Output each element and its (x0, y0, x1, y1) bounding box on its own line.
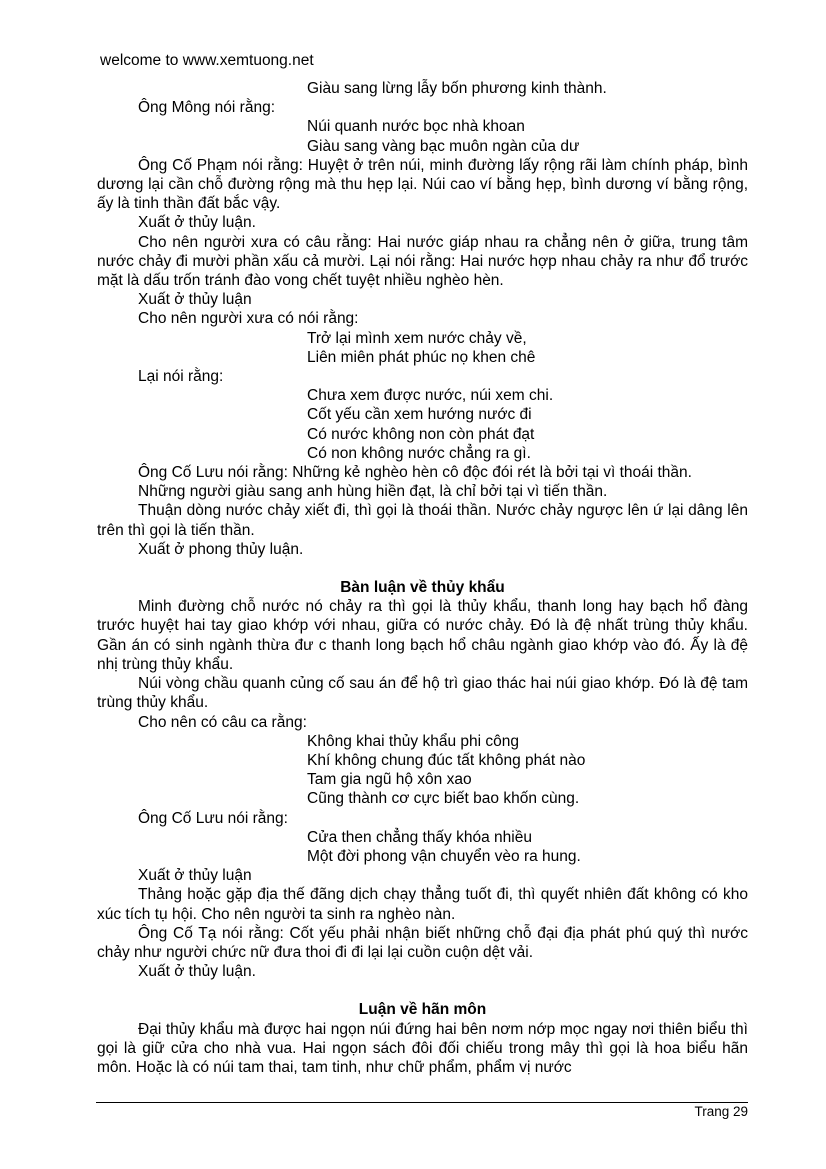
verse-line: Trở lại mình xem nước chảy về, (307, 329, 527, 347)
footer-divider (96, 1102, 748, 1103)
paragraph: Ông Cố Phạm nói rằng: Huyệt ở trên núi, minh đường lấy rộng rãi làm chính pháp, bình dương lại cần chỗ đường rộng mà thu hẹp lại. Núi cao ví bằng hẹp, bình dương ví bằng rộng, ấy là tinh thần đất bắc vậy. (97, 156, 748, 213)
verse-line: Cốt yếu cần xem hướng nước đi (307, 406, 532, 424)
verse-line: Có nước không non còn phát đạt (307, 425, 535, 443)
verse-line: Một đời phong vận chuyển vèo ra hung. (307, 847, 581, 865)
verse-line: Núi quanh nước bọc nhà khoan (307, 118, 525, 136)
paragraph-line: Xuất ở thủy luận (138, 867, 252, 885)
verse-line: Chưa xem được nước, núi xem chi. (307, 387, 554, 405)
paragraph-line: Những người giàu sang anh hùng hiền đạt, là chỉ bởi tại vì tiến thần. (138, 483, 608, 501)
paragraph-line: Ông Cố Lưu nói rằng: (138, 809, 288, 827)
verse-line: Khí không chung đúc tất không phát nào (307, 751, 586, 769)
paragraph-line: Ông Mông nói rằng: (138, 99, 276, 117)
paragraph: Thảng hoặc gặp địa thế đãng dịch chạy thẳng tuốt đi, thì quyết nhiên đất không có kho xúc tích tụ hội. Cho nên người ta sinh ra nghèo nàn. (97, 886, 748, 923)
paragraph-line: Cho nên người xưa có nói rằng: (138, 310, 359, 328)
page-body (97, 79, 748, 1077)
section-heading: Luận về hãn môn (358, 1001, 487, 1019)
paragraph: Đại thủy khẩu mà được hai ngọn núi đứng hai bên nơm nớp mọc ngay nơi thiên biểu thì gọi là giữ cửa cho nhà vua. Hai ngọn sách đôi đối chiếu trong mây thì gọi là hoa biểu hãn môn. Hoặc là có núi tam thai, tam tinh, như chữ phẩm, phẩm vị nước (97, 1020, 748, 1076)
paragraph-line: Ông Cố Lưu nói rằng: Những kẻ nghèo hèn cô độc đói rét là bởi tại vì thoái thần. (138, 464, 692, 482)
verse-line: Cửa then chẳng thấy khóa nhiều (307, 828, 532, 846)
page-number: Trang 29 (694, 1104, 748, 1119)
verse-line: Giàu sang vàng bạc muôn ngàn của dư (307, 137, 580, 155)
paragraph-line: Xuất ở thủy luận (138, 291, 252, 309)
paragraph: Núi vòng chầu quanh củng cố sau án để hộ trì giao thác hai núi giao khớp. Đó là đệ tam trùng thủy khẩu. (97, 675, 748, 712)
paragraph-line: Cho nên có câu ca rằng: (138, 713, 307, 731)
site-header: welcome to www.xemtuong.net (100, 52, 314, 69)
verse-line: Liên miên phát phúc nọ khen chê (307, 348, 536, 366)
paragraph: Ông Cố Tạ nói rằng: Cốt yếu phải nhận biết những chỗ đại địa phát phú quý thì nước chảy như người chức nữ đưa thoi đi đi lại lại cuồn cuộn dệt vải. (97, 924, 748, 961)
paragraph-line: Xuất ở thủy luận. (138, 214, 256, 232)
verse-line: Tam gia ngũ hộ xôn xao (307, 771, 472, 789)
verse-line: Không khai thủy khẩu phi công (307, 732, 519, 750)
section-heading: Bàn luận về thủy khẩu (340, 579, 505, 597)
paragraph: Cho nên người xưa có câu rằng: Hai nước giáp nhau ra chẳng nên ở giữa, trung tâm nước chảy đi mười phần xấu cả mười. Lại nói rằng: Hai nước hợp nhau chảy ra như đổ trước mặt là dấu trốn tránh đào vong chết tuyệt nhiều nghèo hèn. (97, 233, 748, 290)
verse-line: Cũng thành cơ cực biết bao khốn cùng. (307, 790, 580, 808)
paragraph: Minh đường chỗ nước nó chảy ra thì gọi là thủy khẩu, thanh long hay bạch hổ đàng trước huyệt hai tay giao khớp với nhau, giữa có nước chảy. Đó là đệ nhất trùng thủy khẩu. Gần án có sinh ngành thừa đư c thanh long bạch hổ châu ngành giao khớp vào đó. Ấy là đệ nhị trùng thủy khẩu. (97, 598, 748, 673)
paragraph-line: Xuất ở thủy luận. (138, 963, 256, 981)
paragraph-line: Lại nói rằng: (138, 368, 224, 386)
verse-line: Giàu sang lừng lẫy bốn phương kinh thành. (307, 80, 607, 97)
paragraph-line: Xuất ở phong thủy luận. (138, 540, 304, 558)
paragraph: Thuận dòng nước chảy xiết đi, thì gọi là thoái thần. Nước chảy ngược lên ứ lại dâng lên trên thì gọi là tiến thần. (97, 502, 748, 539)
verse-line: Có non không nước chẳng ra gì. (307, 444, 531, 462)
